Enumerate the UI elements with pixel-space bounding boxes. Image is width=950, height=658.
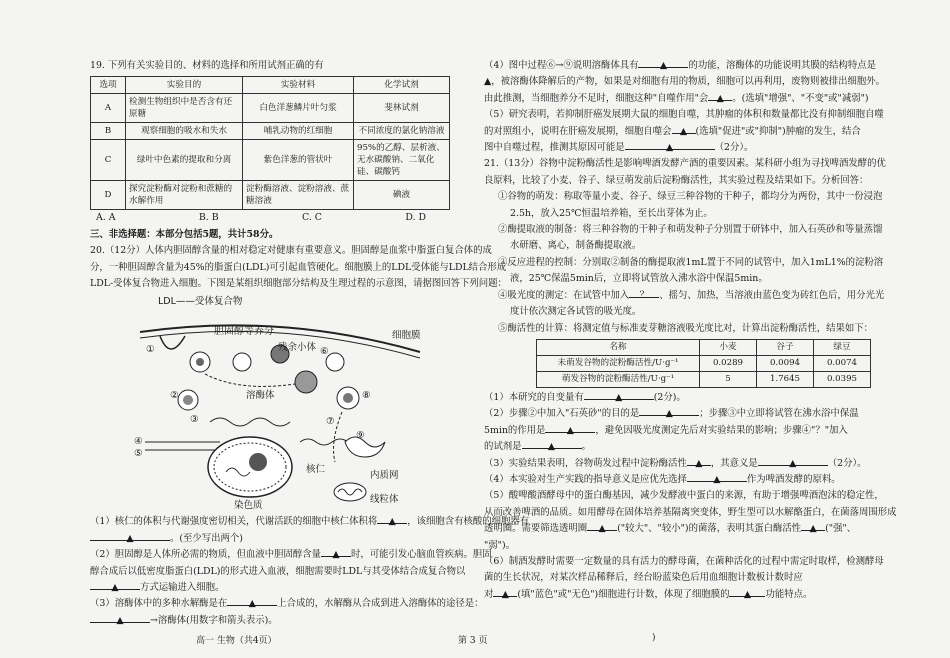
table-cell: 0.0289 bbox=[700, 355, 757, 371]
vesicle bbox=[326, 353, 344, 371]
q19-table bbox=[90, 76, 450, 210]
q20-part-5-end bbox=[484, 140, 886, 156]
q20-5-text: 的对照组小，说明在肝癌发展期，细胞自噬会 bbox=[484, 125, 672, 137]
q20-5-text-d: （2分）。 bbox=[714, 142, 754, 154]
nucleolus-shape bbox=[249, 453, 267, 471]
q19-stem: 19. 下列有关实验目的、材料的选择和所用试剂正确的有 bbox=[90, 60, 324, 71]
table-cell: C bbox=[91, 140, 126, 181]
enzyme-header-name: 名称 bbox=[537, 339, 700, 355]
label-step-1: ① bbox=[146, 344, 155, 356]
q20-part-5-cont bbox=[484, 124, 886, 140]
q21-5-text-b: ("较大"、"较小")的菌落，表明其蛋白酶活性 bbox=[617, 523, 802, 535]
q21-5-text-c: ("强"、 bbox=[825, 523, 857, 535]
question-mark: ？ bbox=[639, 289, 649, 301]
q21-1-text-b: (2分)。 bbox=[653, 391, 686, 403]
table-cell: 碘液 bbox=[354, 181, 450, 210]
answer-mark: ▲ bbox=[666, 142, 674, 154]
q20-part-4-end bbox=[484, 91, 886, 107]
q21-5-text: 透明圈。需要筛选透明圈 bbox=[484, 523, 588, 535]
q20-part-3-end bbox=[90, 613, 468, 629]
label-residual-body: 残余小体 bbox=[278, 342, 317, 354]
q21-part-5-end bbox=[484, 521, 886, 537]
vesicle bbox=[233, 353, 251, 371]
answer-blank[interactable] bbox=[545, 423, 595, 436]
q21-2-text: （2）步骤②中加入"石英砂"的目的是 bbox=[484, 408, 640, 420]
label-nutrients: 胆固醇等养分 bbox=[214, 326, 274, 338]
nucleus bbox=[208, 437, 292, 497]
table-cell: A bbox=[91, 94, 126, 123]
enzyme-header-mungbean: 绿豆 bbox=[814, 339, 871, 355]
q21-part-2 bbox=[484, 406, 886, 422]
q21-1-text: （1）本研究的自变量有 bbox=[484, 391, 584, 403]
q20-5-text-b: (选填"促进"或"抑制")肿瘤的发生，结合 bbox=[695, 125, 861, 137]
step-4-text: ④吸光度的测定：在试管中加入 bbox=[498, 289, 630, 301]
er-line bbox=[210, 418, 290, 426]
footer-page-number: 第 3 页 bbox=[458, 636, 488, 646]
q20-part-5: （5）研究表明，若抑制肝癌发展期大鼠的细胞自噬，其肿瘤的体积和数量都比没有抑制细胞自噬 bbox=[484, 109, 884, 121]
table-cell: 探究淀粉酶对淀粉和蔗糖的水解作用 bbox=[126, 181, 243, 210]
q21-part-6-cont: 菌的生长状况，对某次样品稀释后，经台盼蓝染色后用血细胞计数板计数时应 bbox=[484, 572, 803, 584]
q21-part-2-cont bbox=[484, 423, 886, 439]
q20-3-text-b: 上合成的，水解酶从合成到进入溶酶体的途径是： bbox=[277, 598, 484, 610]
q20-3-text-c: →溶酶体(用数字和箭头表示)。 bbox=[150, 614, 278, 626]
step-2: ②酶提取液的制备：将三种谷物的干种子和萌发种子分别置于研钵中，加入石英砂和等量蒸馏 bbox=[498, 224, 883, 236]
label-chromatin: 染色质 bbox=[234, 500, 263, 512]
q21-3-text: （3）实验结果表明，谷物萌发过程中淀粉酶活性 bbox=[484, 457, 687, 469]
answer-blank[interactable] bbox=[672, 124, 696, 137]
q20-part-1-cont bbox=[90, 531, 468, 547]
answer-mark: ▲ bbox=[695, 457, 703, 469]
q20-part-4 bbox=[484, 58, 886, 74]
q20-2-text-b: 时，可能引发心脑血管疾病。胆固 bbox=[350, 549, 492, 561]
table-cell: 紫色洋葱的管状叶 bbox=[243, 140, 354, 181]
answer-mark: ▲ bbox=[566, 424, 575, 436]
label-step-4: ④ bbox=[134, 436, 143, 448]
table-cell: 0.0395 bbox=[814, 371, 871, 387]
q20-1-text-c: 。(至少写出两个) bbox=[170, 532, 243, 544]
q20-4-text-e: 。(选填"增强"、"不变"或"减弱") bbox=[732, 92, 869, 104]
table-cell: 0.0074 bbox=[814, 355, 871, 371]
answer-mark: ▲ bbox=[615, 391, 623, 403]
answer-blank[interactable] bbox=[90, 580, 140, 594]
step-1: ①谷物的萌发：称取等量小麦、谷子、绿豆三种谷物的干种子，都均分为两份，其中一份浸泡 bbox=[498, 191, 883, 203]
answer-mark: ▲ bbox=[116, 614, 124, 626]
footer-right: ) bbox=[652, 633, 656, 643]
answer-blank[interactable] bbox=[729, 587, 765, 600]
footer-left: 高一 生物（共4页） bbox=[196, 636, 277, 646]
table-cell: 不同浓度的氯化钠溶液 bbox=[354, 123, 450, 140]
q20-2-text-d: 方式运输进入细胞。 bbox=[140, 582, 225, 594]
label-step-3: ③ bbox=[190, 414, 199, 426]
step-4-text-b: 、摇匀、加热，当溶液由蓝色变为砖红色后，用分光光 bbox=[659, 289, 885, 301]
table-cell: 绿叶中色素的提取和分离 bbox=[126, 140, 243, 181]
q20-2-text: （2）胆固醇是人体所必需的物质，但血液中胆固醇含量 bbox=[90, 549, 321, 561]
q20-stem-line: LDL-受体复合物进入细胞。下图是某组织细胞部分结构及生理过程的示意图，请据图回答下列问题： bbox=[90, 278, 507, 290]
q19-options bbox=[90, 210, 426, 226]
pathway-arrow bbox=[205, 374, 295, 386]
q20-part-2-cont: 醇合成后以低密度脂蛋白(LDL)的形式进入血液，细胞需要时LDL与其受体结合成复合物以 bbox=[90, 565, 466, 577]
q21-2-text-c: 5min的作用是 bbox=[484, 424, 546, 436]
table-cell: 1.7645 bbox=[757, 371, 814, 387]
q20-stem-line: 20.（12分）人体内胆固醇含量的相对稳定对健康有重要意义。胆固醇是血浆中脂蛋白复合体的成 bbox=[90, 245, 492, 257]
q21-3-text-b: ，其意义是 bbox=[710, 457, 758, 469]
endocytosis-pit bbox=[160, 336, 185, 349]
table-row bbox=[537, 371, 871, 387]
q21-part-1 bbox=[484, 390, 886, 406]
q21-4-text-b: 作为啤酒发酵的原料。 bbox=[746, 473, 841, 485]
table-cell: D bbox=[91, 181, 126, 210]
answer-blank[interactable] bbox=[625, 140, 715, 154]
answer-blank[interactable] bbox=[587, 521, 617, 535]
q21-part-4 bbox=[484, 472, 886, 488]
cell-diagram bbox=[130, 292, 430, 514]
label-step-5: ⑤ bbox=[134, 448, 143, 460]
q21-6-text-c: 功能特点。 bbox=[765, 588, 813, 600]
label-nucleolus: 核仁 bbox=[306, 464, 326, 476]
step-3-cont: 液，25℃保温5min后，立即将试管放入沸水浴中保温5min。 bbox=[510, 273, 768, 285]
enzyme-header-wheat: 小麦 bbox=[700, 339, 757, 355]
table-cell: 哺乳动物的红细胞 bbox=[243, 123, 354, 140]
mitochondrion bbox=[334, 483, 366, 501]
q20-1-text: （1）核仁的体积与代谢强度密切相关，代谢活跃的细胞中核仁体积将 bbox=[90, 516, 378, 528]
q19-header-purpose: 实验目的 bbox=[126, 77, 243, 94]
answer-mark: ▲ bbox=[248, 598, 256, 610]
answer-blank[interactable] bbox=[708, 91, 732, 104]
label-cell-membrane: 细胞膜 bbox=[392, 330, 421, 342]
enzyme-header-row bbox=[537, 339, 871, 355]
answer-blank[interactable] bbox=[629, 288, 659, 301]
vesicle-core bbox=[196, 358, 204, 366]
table-row bbox=[537, 355, 871, 371]
q20-5-text-c: 图中自噬过程，推测其原因可能是 bbox=[484, 142, 625, 154]
lysosome-body bbox=[295, 371, 317, 393]
step-2-cont: 水研磨、离心，制备酶提取液。 bbox=[510, 240, 642, 252]
er-line bbox=[300, 439, 348, 445]
vesicle-core bbox=[183, 395, 193, 405]
q20-part-3 bbox=[90, 596, 484, 612]
q20-part-1 bbox=[90, 514, 530, 530]
answer-mark: ▲ bbox=[388, 516, 396, 528]
q21-stem-cont: 良原料，比较了小麦、谷子、绿豆萌发前后淀粉酶活性，其实验过程及结果如下。分析回答： bbox=[484, 174, 869, 186]
step-1-cont: 2.5h，放入25℃恒温培养箱，至长出芽体为止。 bbox=[510, 207, 713, 219]
table-cell: 斐林试剂 bbox=[354, 94, 450, 123]
table-cell: 0.0094 bbox=[757, 355, 814, 371]
q21-6-text-b: (填"蓝色"或"无色")细胞进行计数，体现了细胞膜的 bbox=[517, 588, 730, 600]
answer-blank[interactable] bbox=[639, 406, 699, 420]
step-4-cont: 度计依次测定各试管的吸光度。 bbox=[510, 306, 642, 318]
answer-blank[interactable] bbox=[687, 456, 711, 469]
label-lysosome: 溶酶体 bbox=[246, 390, 275, 402]
answer-mark: ▲ bbox=[665, 408, 673, 420]
q19-option-a: A. A bbox=[96, 212, 116, 224]
label-step-8: ⑧ bbox=[362, 390, 371, 402]
answer-mark: ▲ bbox=[743, 588, 752, 600]
q19-header-material: 实验材料 bbox=[243, 77, 354, 94]
answer-mark: ▲ bbox=[126, 532, 134, 544]
q21-part-5: （5）酸啤酸酒酵母中的蛋白酶基因，减少发酵液中蛋白的来源，有助于增强啤酒泡沫的稳定性， bbox=[484, 490, 884, 502]
table-cell: B bbox=[91, 123, 126, 140]
answer-blank[interactable] bbox=[801, 521, 825, 535]
q19-header-row bbox=[91, 77, 450, 94]
label-mitochondrion: 线粒体 bbox=[370, 494, 399, 506]
q21-part-2-end bbox=[484, 439, 886, 455]
label-step-9: ⑨ bbox=[356, 430, 365, 442]
answer-blank[interactable] bbox=[758, 456, 828, 469]
q19-option-b: B. B bbox=[198, 212, 219, 224]
q21-3-text-c: （2分）。 bbox=[827, 457, 867, 469]
answer-blank[interactable] bbox=[687, 472, 747, 485]
table-cell: 萌发谷物的淀粉酶活性/U·g⁻¹ bbox=[537, 371, 700, 387]
table-row bbox=[91, 140, 450, 181]
q21-part-5-cont: 从而改善啤酒的品质。如用酵母在固体培养基隔离突变体，野生型可以水解酪蛋白，在菌落周围形成 bbox=[484, 506, 897, 518]
table-cell: 5 bbox=[700, 371, 757, 387]
answer-mark: ▲ bbox=[659, 60, 668, 71]
step-4 bbox=[484, 288, 886, 304]
q20-part-4-cont bbox=[484, 74, 886, 90]
q21-4-text: （4）本实验对生产实践的指导意义是应优先选择 bbox=[484, 473, 687, 485]
label-er: 内质网 bbox=[370, 470, 399, 482]
table-cell: 检测生物组织中是否含有还原糖 bbox=[126, 94, 243, 123]
answer-mark: ▲ bbox=[713, 473, 721, 485]
table-row bbox=[91, 94, 450, 123]
q21-2-text-b: ；步骤③中立即将试管在沸水浴中保温 bbox=[699, 408, 859, 420]
q20-3-text: （3）溶酶体中的多种水解酶是在 bbox=[90, 598, 228, 610]
answer-blank[interactable] bbox=[584, 390, 654, 403]
answer-mark: ▲ bbox=[598, 523, 606, 535]
answer-blank[interactable] bbox=[638, 58, 688, 71]
q19-option-c: C. C bbox=[301, 212, 322, 224]
autophagosome-core bbox=[343, 393, 353, 403]
label-step-6: ⑥ bbox=[320, 346, 329, 358]
q20-part-2 bbox=[90, 547, 492, 563]
answer-mark: ▲ bbox=[679, 125, 688, 137]
answer-mark: ▲ bbox=[809, 523, 817, 535]
q21-stem: 21.（13分）谷物中淀粉酶活性是影响啤酒发酵产酒的重要因素。某科研小组为寻找啤酒发酵的优 bbox=[484, 158, 886, 170]
pathway-arrow bbox=[334, 412, 342, 462]
enzyme-activity-table bbox=[536, 339, 871, 388]
step-3: ③反应进程的控制：分别取②制备的酶提取液1mL置于不同的试管中，加入1mL1%的淀粉溶 bbox=[498, 256, 884, 268]
q20-stem-line: 分，一种胆固醇含量为45%的脂蛋白(LDL)可引起血管硬化。细胞膜上的LDL受体能与LDL结合形成 bbox=[90, 261, 507, 273]
answer-blank[interactable] bbox=[90, 613, 150, 626]
answer-mark: ▲ bbox=[111, 582, 119, 594]
answer-blank[interactable] bbox=[493, 587, 517, 600]
q21-part-5-tail: "弱")。 bbox=[484, 539, 516, 551]
enzyme-header-millet: 谷子 bbox=[757, 339, 814, 355]
answer-blank[interactable] bbox=[522, 439, 582, 453]
q20-4-text: （4）图中过程⑥→⑨说明溶酶体具有 bbox=[484, 60, 639, 71]
q21-2-text-e: 的试剂是 bbox=[484, 441, 522, 453]
q20-1-text-b: ，该细胞含有核酸的细胞器有 bbox=[407, 516, 530, 528]
q21-2-text-f: 。 bbox=[581, 441, 591, 453]
step-5: ⑤酶活性的计算：将测定值与标准麦芽糖溶液吸光度比对，计算出淀粉酶活性，结果如下： bbox=[498, 322, 874, 334]
q20-part-2-end bbox=[90, 580, 468, 596]
q21-6-text: 对 bbox=[484, 588, 494, 600]
q21-part-6-end bbox=[484, 587, 886, 603]
answer-mark: ▲ bbox=[547, 441, 556, 453]
table-row bbox=[91, 123, 450, 140]
q20-4-text-c: ，被溶酶体降解后的产物，如果是对细胞有用的物质，细胞可以再利用，废物则被排出细胞外。 bbox=[491, 76, 885, 88]
answer-mark: ▲ bbox=[484, 76, 492, 88]
table-cell: 白色洋葱鳞片叶匀浆 bbox=[243, 94, 354, 123]
table-cell: 未萌发谷物的淀粉酶活性/U·g⁻¹ bbox=[537, 355, 700, 371]
answer-mark: ▲ bbox=[716, 92, 724, 104]
q19-option-d: D. D bbox=[405, 212, 426, 224]
table-row bbox=[91, 181, 450, 210]
q21-part-3 bbox=[484, 456, 886, 472]
answer-blank[interactable] bbox=[321, 547, 351, 561]
answer-blank[interactable] bbox=[90, 531, 170, 544]
right-column bbox=[484, 58, 897, 603]
q21-2-text-d: ，避免因吸光度测定先后对实验结果的影响；步骤④"？"加入 bbox=[595, 424, 848, 436]
q20-4-text-d: 由此推测，当细胞养分不足时，细胞这种"自噬作用"会 bbox=[484, 92, 709, 104]
section-3-heading: 三、非选择题：本部分包括5题，共计58分。 bbox=[90, 228, 279, 240]
q19-header-reagent: 化学试剂 bbox=[354, 77, 450, 94]
answer-mark: ▲ bbox=[789, 457, 797, 469]
answer-blank[interactable] bbox=[377, 514, 407, 528]
label-ldl-complex: LDL——受体复合物 bbox=[158, 296, 243, 308]
answer-mark: ▲ bbox=[501, 588, 509, 600]
answer-blank[interactable] bbox=[227, 596, 277, 610]
er-shape bbox=[345, 437, 385, 457]
label-step-2: ② bbox=[170, 390, 179, 402]
q20-4-text-b: 的功能，溶酶体的功能说明其膜的结构特点是 bbox=[688, 60, 876, 71]
q21-part-6: （6）制酒发酵时需要一定数量的具有活力的酵母菌，在菌种活化的过程中需定时取样，检测酵母 bbox=[484, 555, 884, 567]
table-cell: 观察细胞的吸水和失水 bbox=[126, 123, 243, 140]
q19-header-option: 选项 bbox=[91, 77, 126, 94]
table-cell: 淀粉酶溶液、淀粉溶液、蔗糖溶液 bbox=[243, 181, 354, 210]
table-cell: 95%的乙醇、层析液、无水碳酸钠、二氧化硅、碳酸钙 bbox=[354, 140, 450, 181]
answer-mark: ▲ bbox=[332, 549, 340, 561]
label-step-7: ⑦ bbox=[326, 416, 335, 428]
